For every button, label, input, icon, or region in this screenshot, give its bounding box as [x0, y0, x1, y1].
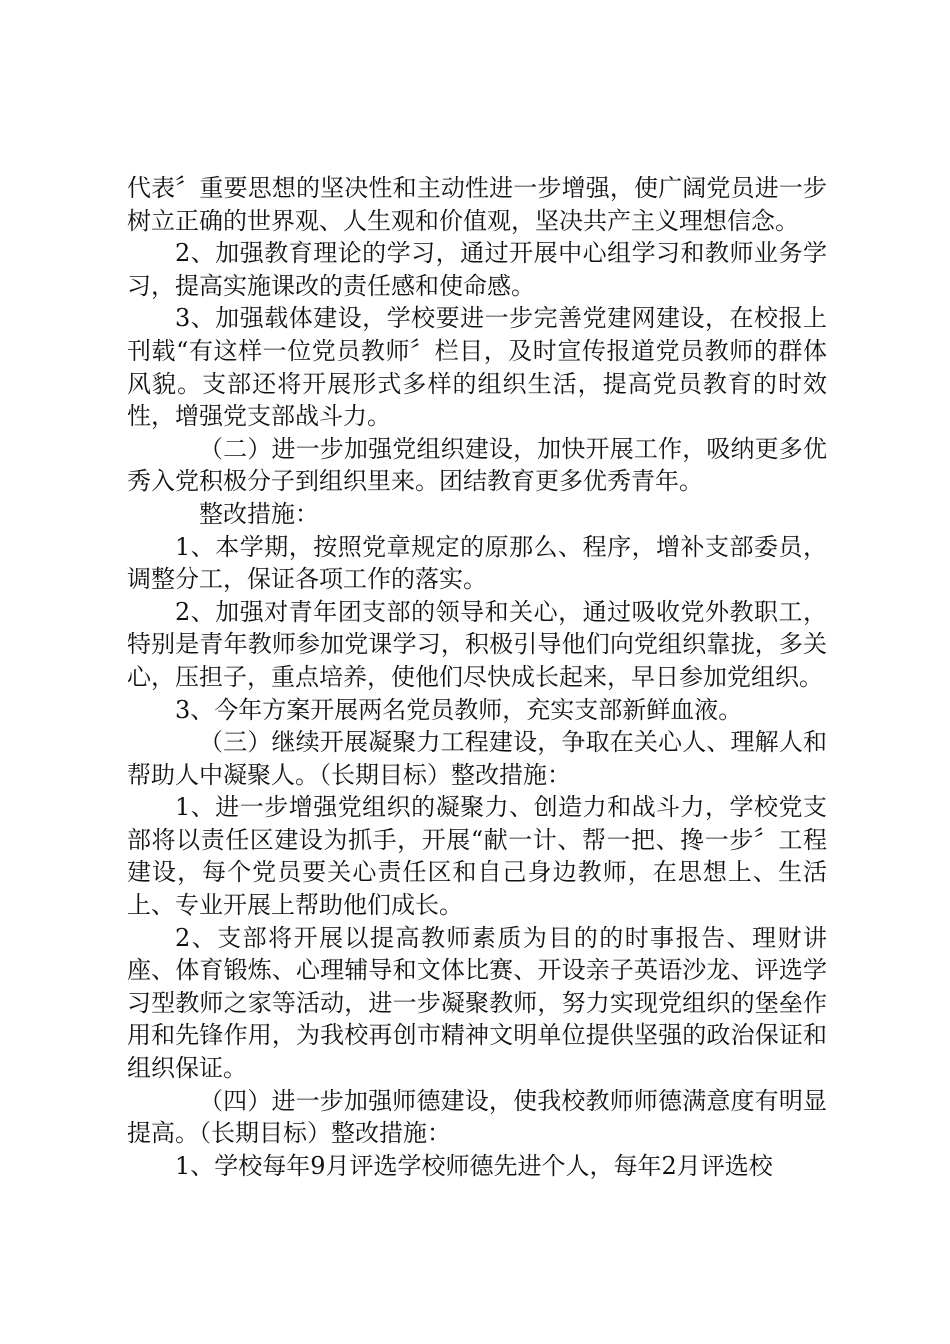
section-heading-2: （二）进一步加强党组织建设，加快开展工作，吸纳更多优秀入党积极分子到组织里来。团结教育更多优秀青年。 [127, 434, 827, 496]
paragraph-cohesion-1: 1、进一步增强党组织的凝聚力、创造力和战斗力，学校党支部将以责任区建设为抓手，开展“献一计、帮一把、搀一步〞工程建设，每个党员要关心责任区和自己身边教师，在思想上、生活上、专业开展上帮助他们成长。 [127, 793, 827, 920]
section-heading-4: （四）进一步加强师德建设，使我校教师师德满意度有明显提高。（长期目标）整改措施： [127, 1086, 827, 1148]
paragraph-ethics-1: 1、学校每年9月评选学校师德先进个人，每年2月评选校 [175, 1151, 773, 1180]
paragraph-cohesion-2: 2、支部将开展以提高教师素质为目的的时事报告、理财讲座、体育锻炼、心理辅导和文体比赛、开设亲子英语沙龙、评选学习型教师之家等活动，进一步凝聚教师，努力实现党组织的堡垒作用和先锋作用，为我校再创市精神文明单位提供坚强的政治保证和组织保证。 [127, 923, 827, 1083]
paragraph-measure-2: 2、加强对青年团支部的领导和关心，通过吸收党外教职工，特别是青年教师参加党课学习，积极引导他们向党组织靠拢，多关心，压担子，重点培养，使他们尽快成长起来，早日参加党组织。 [127, 597, 827, 691]
paragraph-item-2-theory-study: 2、加强教育理论的学习，通过开展中心组学习和教师业务学习，提高实施课改的责任感和使命感。 [127, 239, 827, 300]
paragraph-continuation: 代表〞重要思想的坚决性和主动性进一步增强，使广阔党员进一步树立正确的世界观、人生观和价值观，坚决共产主义理想信念。 [127, 174, 827, 235]
paragraph-measure-3: 3、今年方案开展两名党员教师，充实支部新鲜血液。 [175, 695, 743, 724]
section-heading-3: （三）继续开展凝聚力工程建设，争取在关心人、理解人和帮助人中凝聚人。（长期目标）整改措施： [127, 728, 827, 789]
document-body [127, 172, 827, 1182]
paragraph-measure-1: 1、本学期，按照党章规定的原那么、程序，增补支部委员，调整分工，保证各项工作的落实。 [127, 532, 827, 594]
measures-label: 整改措施： [199, 499, 319, 528]
paragraph-item-3-carrier-building: 3、加强载体建设，学校要进一步完善党建网建设，在校报上刊载“有这样一位党员教师〞栏目，及时宣传报道党员教师的群体风貌。支部还将开展形式多样的组织生活，提高党员教育的时效性，增强党支部战斗力。 [127, 304, 827, 431]
